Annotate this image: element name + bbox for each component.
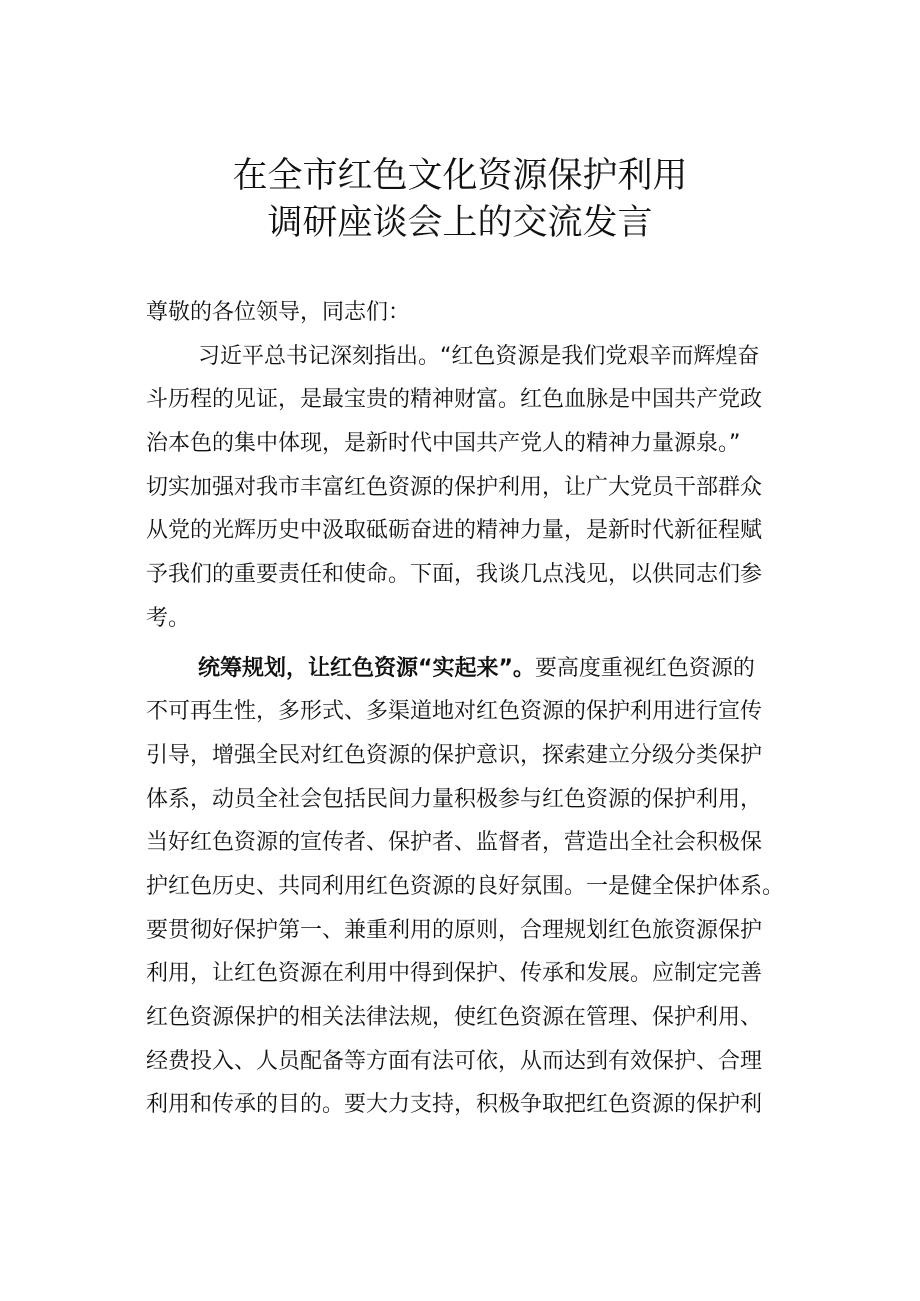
section-heading-rest: 要高度重视红色资源的 — [534, 655, 755, 681]
paragraph-1-line: 切实加强对我市丰富红色资源的保护利用，让广大党员干部群众 — [146, 474, 763, 500]
document-body — [146, 291, 816, 1127]
paragraph-2-line: 利用，让红色资源在利用中得到保护、传承和发展。应制定完善 — [146, 961, 763, 987]
paragraph-1-line: 治本色的集中体现，是新时代中国共产党人的精神力量源泉。” — [146, 431, 741, 457]
paragraph-2 — [146, 647, 816, 1128]
paragraph-2-line: 红色资源保护的相关法律法规，使红色资源在管理、保护利用、 — [146, 1005, 763, 1030]
title-line-1: 在全市红色文化资源保护利用 — [232, 156, 688, 196]
title-line-2: 调研座谈会上的交流发言 — [267, 203, 653, 243]
paragraph-2-line: 体系，动员全社会包括民间力量积极参与红色资源的保护利用， — [146, 786, 763, 812]
paragraph-1-line: 从党的光辉历史中汲取砥砺奋进的精神力量，是新时代新征程赋 — [146, 518, 763, 544]
paragraph-2-line: 当好红色资源的宣传者、保护者、监督者，营造出全社会积极保 — [146, 830, 763, 856]
paragraph-2-line: 护红色历史、共同利用红色资源的良好氛围。一是健全保护体系。 — [146, 873, 785, 899]
paragraph-2-line: 引导，增强全民对红色资源的保护意识，探索建立分级分类保护 — [146, 742, 763, 768]
paragraph-2-line: 经费投入、人员配备等方面有法可依，从而达到有效保护、合理 — [146, 1048, 763, 1074]
paragraph-1-line: 予我们的重要责任和使命。下面，我谈几点浅见，以供同志们参 — [146, 562, 763, 588]
paragraph-2-line: 要贯彻好保护第一、兼重利用的原则，合理规划红色旅资源保护 — [146, 917, 763, 943]
paragraph-1-line: 考。 — [146, 605, 191, 631]
paragraph-1 — [146, 335, 816, 641]
paragraph-2-line: 不可再生性，多形式、多渠道地对红色资源的保护利用进行宣传 — [146, 699, 763, 725]
salutation: 尊敬的各位领导，同志们： — [146, 300, 411, 325]
paragraph-2-first-line — [146, 647, 816, 691]
document-title — [0, 153, 920, 247]
paragraph-1-line: 习近平总书记深刻指出。“红色资源是我们党艰辛而辉煌奋 — [198, 343, 760, 369]
paragraph-2-line: 利用和传承的目的。要大力支持，积极争取把红色资源的保护利 — [146, 1092, 763, 1118]
section-heading: 统筹规划，让红色资源“实起来”。 — [198, 655, 535, 681]
paragraph-1-line: 斗历程的见证，是最宝贵的精神财富。红色血脉是中国共产党政 — [146, 387, 763, 413]
